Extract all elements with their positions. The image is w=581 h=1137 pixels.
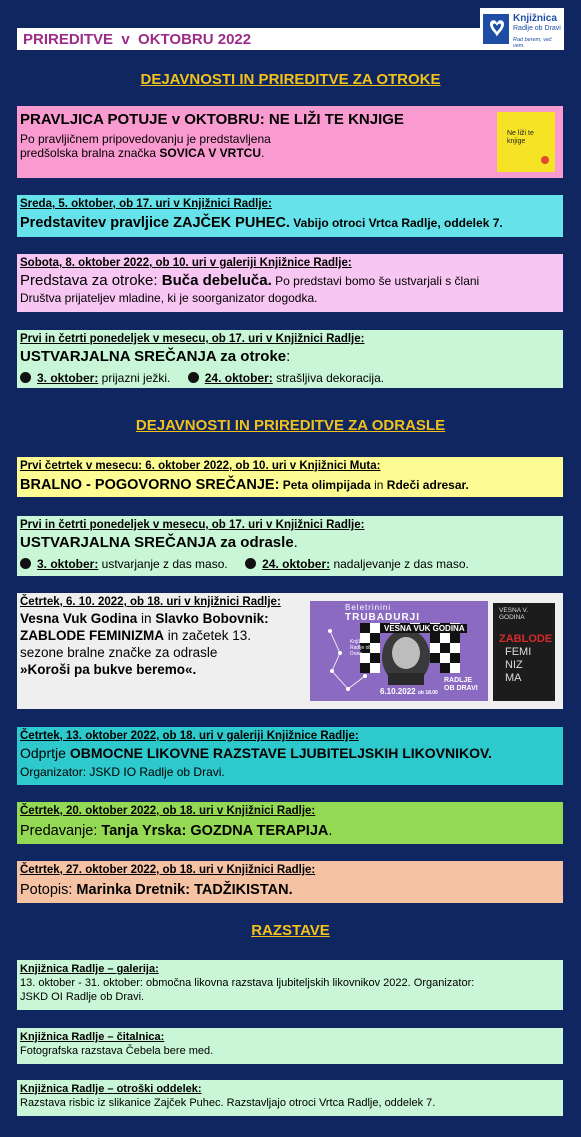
- event-creative-adults: [17, 516, 563, 576]
- bullet-icon: [245, 558, 256, 569]
- event-art-exhibition-opening: [17, 727, 563, 785]
- book-title-3: NIZ: [505, 659, 523, 671]
- section-heading-kids: DEJAVNOSTI IN PRIREDITVE ZA OTROKE: [140, 71, 441, 88]
- event-date: Sobota, 8. oktober 2022, ob 10. uri v galeriji Knjižnice Radlje:: [20, 257, 352, 269]
- event-zajcek-puhec: [17, 195, 563, 237]
- event-title-line: Predstava za otroke: Buča debeluča. Po predstavi bomo še ustvarjali s člani: [20, 272, 480, 289]
- book-title-2: FEMI: [505, 646, 532, 658]
- poster-place: RADLJE OB DRAVI: [444, 677, 478, 693]
- exhibit-reading-room: [17, 1028, 563, 1064]
- library-logo: [480, 8, 564, 50]
- event-organizer: Organizator: JSKD IO Radlje ob Dravi.: [20, 765, 225, 779]
- event-description: sezone bralne značke za odrasle: [20, 645, 218, 660]
- event-date: Četrtek, 20. oktober 2022, ob 18. uri v Knjižnici Radlje:: [20, 805, 316, 817]
- event-buca-debeluca: [17, 254, 563, 312]
- book-cover-text: Ne liži te knjige: [507, 130, 534, 146]
- event-dates-line: 3. oktober: prijazni ježki. 24. oktober: strašljiva dekoracija.: [20, 371, 560, 385]
- event-date: Prvi in četrti ponedeljek v mesecu, ob 17. uri v Knjižnici Radlje:: [20, 519, 365, 531]
- bullet-icon: [20, 372, 31, 383]
- event-description-line1: Po pravljičnem pripovedovanju je predstavljena: [20, 132, 271, 146]
- section-heading-adults: DEJAVNOSTI IN PRIREDITVE ZA ODRASLE: [135, 417, 446, 434]
- exhibit-children-department: [17, 1080, 563, 1116]
- exhibit-description-line2: JSKD OI Radlje ob Dravi.: [20, 991, 145, 1003]
- event-campaign: »Koroši pa bukve beremo«.: [20, 662, 197, 677]
- exhibit-description-line1: 13. oktober - 31. oktober: območna likovna razstava ljubiteljskih likovnikov 2022. Organizator:: [20, 977, 475, 989]
- event-date: Četrtek, 13. oktober 2022, ob 18. uri v galeriji Knjižnice Radlje:: [20, 730, 359, 742]
- page-title: PRIREDITVE v OKTOBRU 2022: [23, 31, 252, 48]
- section-heading-exhibits: RAZSTAVE: [251, 922, 330, 939]
- bullet-icon: [188, 372, 199, 383]
- event-forest-therapy: [17, 802, 563, 844]
- event-reading-meeting: [17, 457, 563, 497]
- exhibit-gallery: [17, 960, 563, 1010]
- book-title-1: ZABLODE: [499, 633, 553, 645]
- event-title-line: Potopis: Marinka Dretnik: TADŽIKISTAN.: [20, 882, 293, 898]
- exhibit-place: Knjižnica Radlje – čitalnica:: [20, 1031, 165, 1043]
- poster-author: VESNA VUK GODINA: [384, 624, 465, 633]
- logo-name: Knjižnica: [513, 13, 557, 24]
- bullet-icon: [20, 558, 31, 569]
- event-title-line: USTVARJALNA SREČANJA za otroke:: [20, 348, 291, 365]
- book-title-4: MA: [505, 672, 522, 684]
- exhibit-place: Knjižnica Radlje – otroški oddelek:: [20, 1083, 202, 1095]
- book-cover-ne-lizi: [497, 112, 555, 172]
- event-creative-kids: [17, 330, 563, 388]
- event-poster: [310, 601, 488, 701]
- event-title-line: Predstavitev pravljice ZAJČEK PUHEC. Vabijo otroci Vrtca Radlje, oddelek 7.: [20, 215, 503, 231]
- event-date: Prvi četrtek v mesecu: 6. oktober 2022, ob 10. uri v Knjižnici Muta:: [20, 460, 381, 472]
- event-dates-line: 3. oktober: ustvarjanje z das maso. 24. oktober: nadaljevanje z das maso.: [20, 557, 560, 571]
- event-date: Četrtek, 6. 10. 2022, ob 18. uri v knjižnici Radlje:: [20, 596, 281, 608]
- heart-book-icon: [482, 12, 512, 46]
- book-cover-mark: [541, 156, 549, 164]
- poster-series: Beletrinini: [345, 603, 392, 612]
- event-description-line2: predšolska bralna značka SOVICA V VRTCU.: [20, 146, 265, 160]
- event-title-line: ZABLODE FEMINIZMA in začetek 13.: [20, 628, 252, 643]
- poster-date: 6.10.2022 ob 18.00: [380, 687, 438, 696]
- poster-series-name: TRUBADURJI: [345, 612, 420, 623]
- event-title-line: USTVARJALNA SREČANJA za odrasle.: [20, 534, 298, 551]
- event-fairytale: [17, 106, 563, 178]
- event-title-line: Predavanje: Tanja Yrska: GOZDNA TERAPIJA.: [20, 823, 333, 839]
- book-author: VESNA V. GODINA: [499, 607, 529, 622]
- event-title: PRAVLJICA POTUJE v OKTOBRU: NE LIŽI TE KNJIGE: [20, 111, 404, 128]
- event-title-line: Odprtje OBMOCNE LIKOVNE RAZSTAVE LJUBITELJSKIH LIKOVNIKOV.: [20, 745, 492, 761]
- event-title-line: BRALNO - POGOVORNO SREČANJE: Peta olimpijada in Rdeči adresar.: [20, 477, 469, 493]
- event-tajikistan-travelogue: [17, 861, 563, 903]
- exhibit-place: Knjižnica Radlje – galerija:: [20, 963, 159, 975]
- logo-sub: Radlje ob Dravi: [513, 25, 561, 32]
- event-date: Četrtek, 27. oktober 2022, ob 18. uri v Knjižnici Radlje:: [20, 864, 316, 876]
- event-zablode-feminizma: [17, 593, 563, 709]
- exhibit-description: Fotografska razstava Čebela bere med.: [20, 1045, 214, 1057]
- poster-library: Knjižnica Radlje ob Dravi: [350, 639, 372, 657]
- logo-tagline: Rad berem, več vem.: [513, 37, 552, 49]
- event-date: Sreda, 5. oktober, ob 17. uri v Knjižnici Radlje:: [20, 198, 272, 210]
- event-note: Društva prijateljev mladine, ki je soorganizator dogodka.: [20, 291, 318, 305]
- event-speakers: Vesna Vuk Godina in Slavko Bobovnik:: [20, 611, 269, 626]
- exhibit-description: Razstava risbic iz slikanice Zajček Puhec. Razstavljajo otroci Vrtca Radlje, oddelek 7.: [20, 1097, 436, 1109]
- book-cover-zablode: [493, 603, 555, 701]
- event-date: Prvi in četrti ponedeljek v mesecu, ob 17. uri v Knjižnici Radlje:: [20, 333, 365, 345]
